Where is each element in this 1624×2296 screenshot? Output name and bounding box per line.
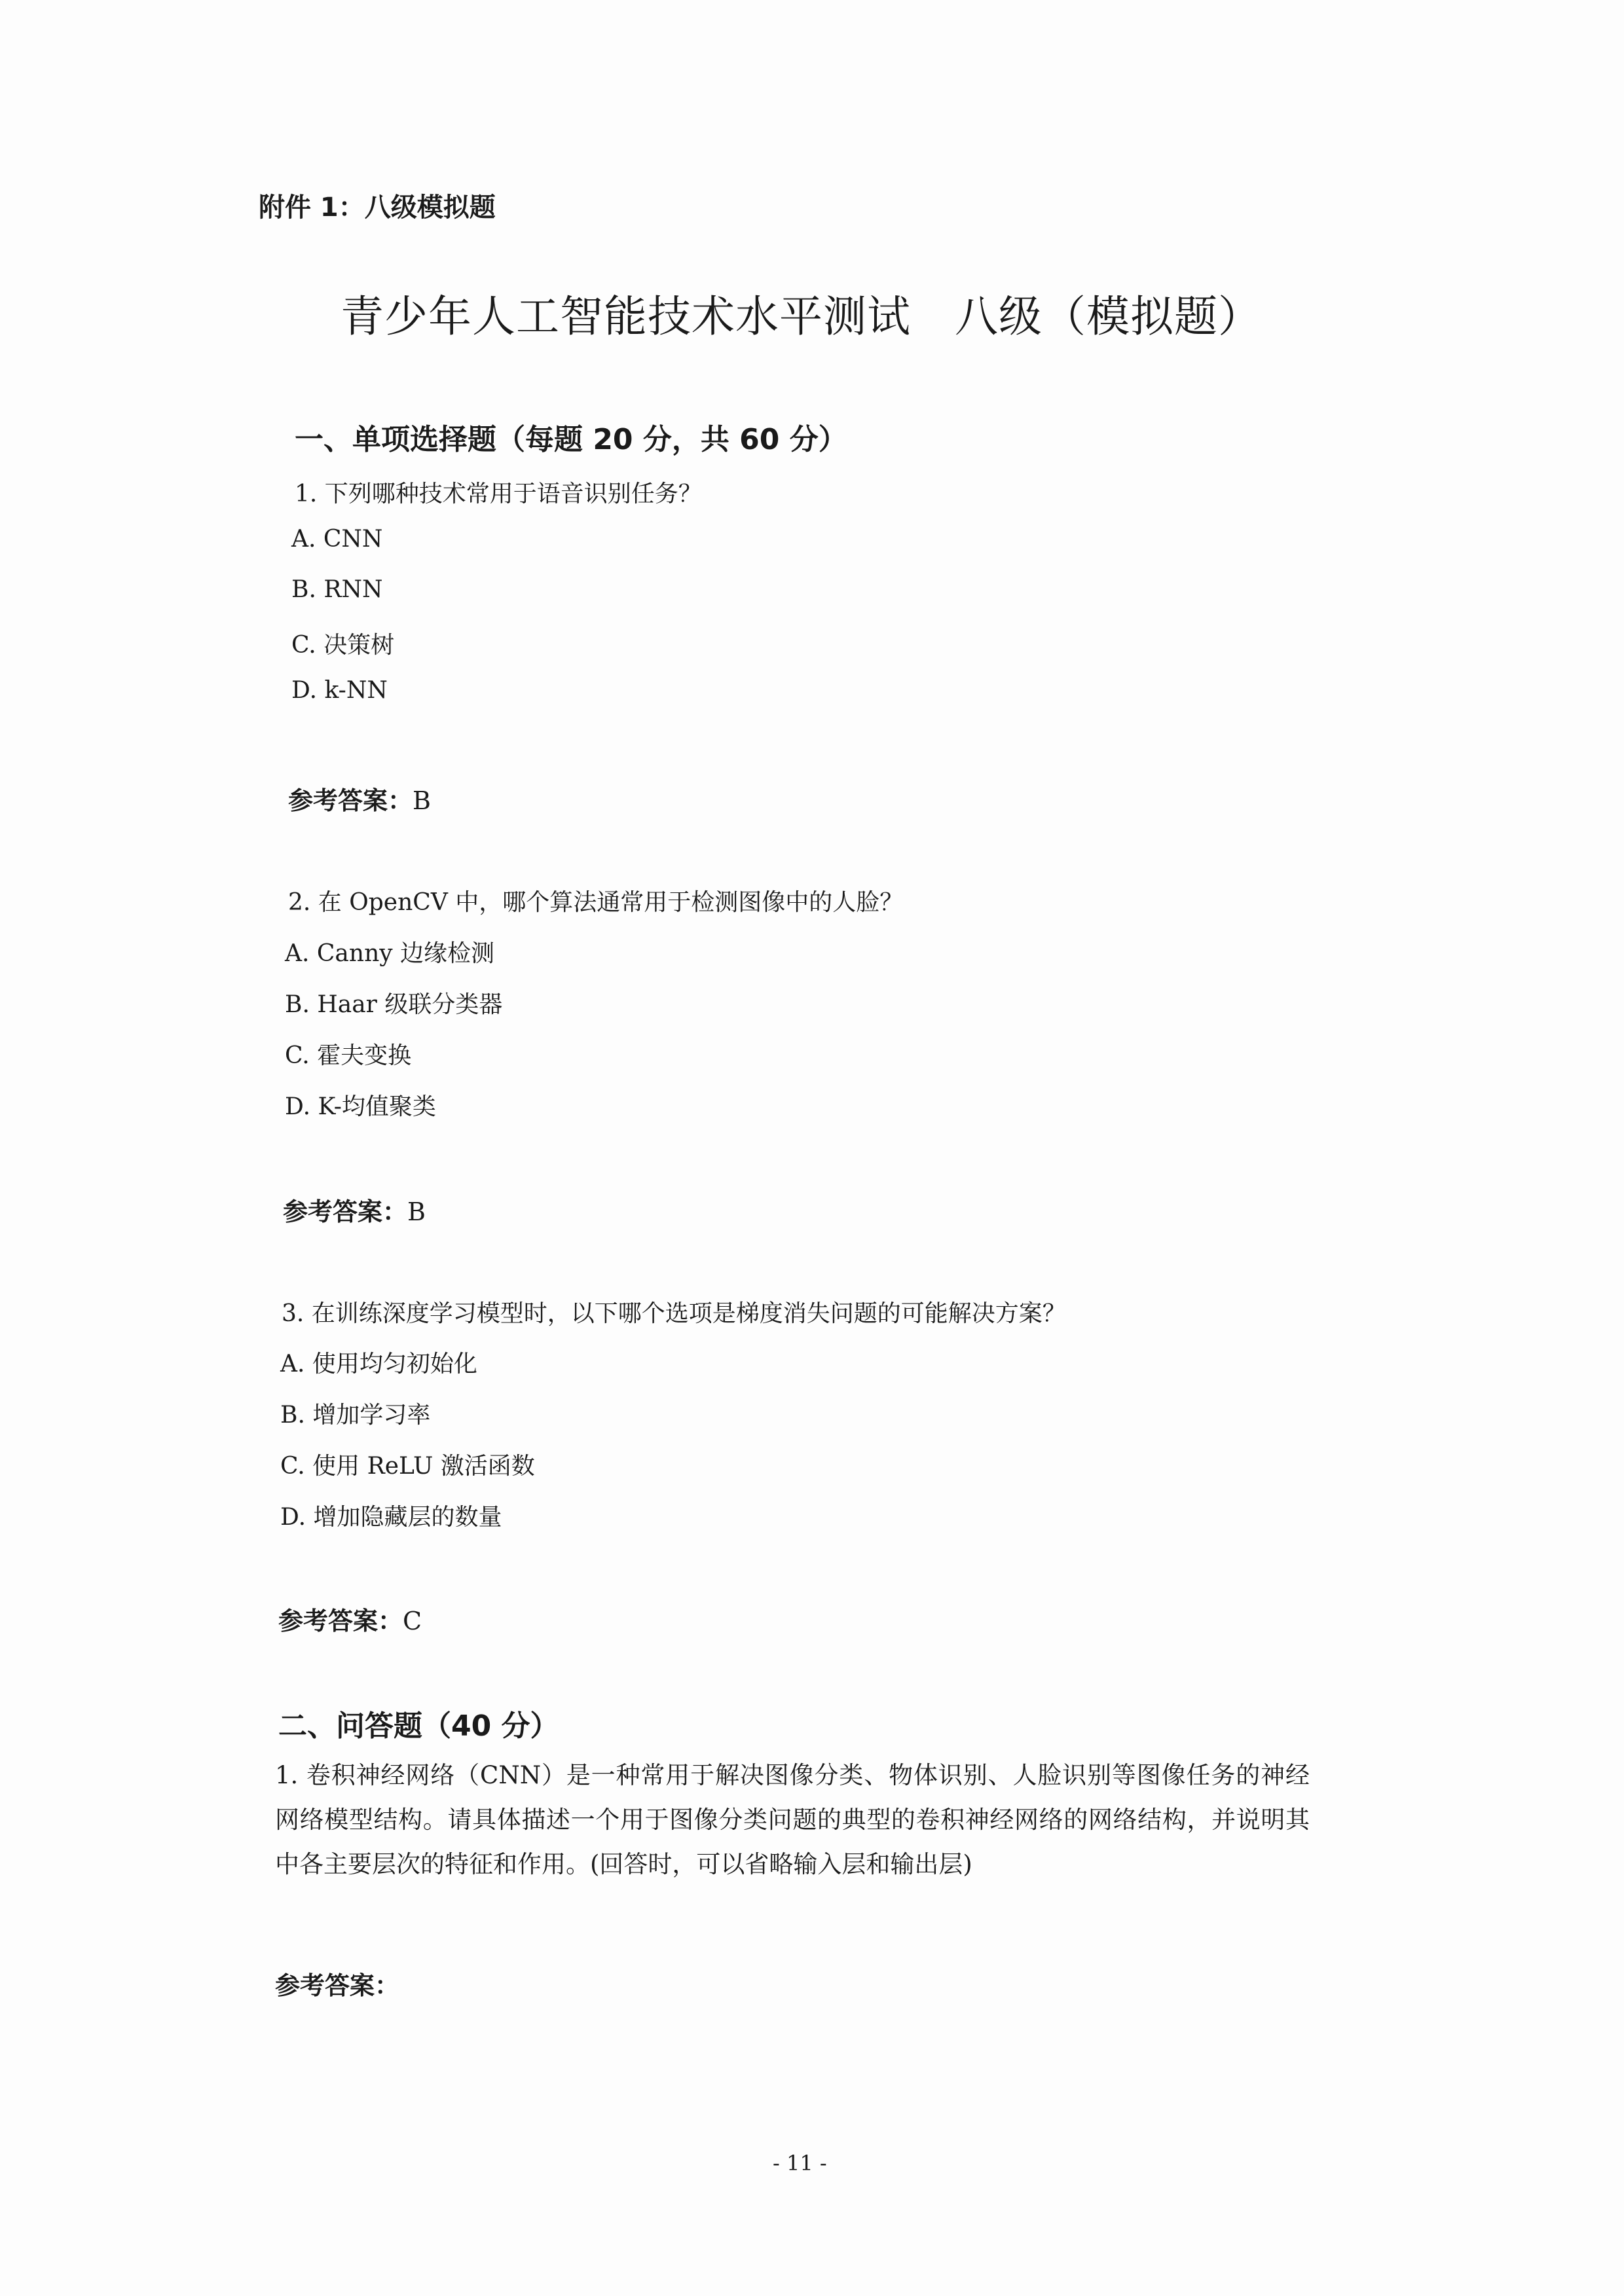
answer-value: B: [413, 786, 431, 815]
answer-label: 参考答案：: [278, 1607, 403, 1635]
option-a: A. Canny 边缘检测: [285, 940, 495, 967]
answer-label: 参考答案：: [288, 786, 413, 815]
qa-reference-answer-label: 参考答案：: [275, 1971, 400, 2000]
reference-answer: [283, 1192, 426, 1228]
answer-label: 参考答案：: [283, 1197, 408, 1226]
question-stem: 1. 下列哪种技术常用于语音识别任务？: [295, 481, 702, 507]
reference-answer: [288, 780, 431, 816]
option-a: A. CNN: [291, 526, 383, 553]
option-b: B. 增加学习率: [280, 1402, 431, 1429]
section-heading-qa: 二、问答题（40 分）: [278, 1709, 559, 1743]
answer-value: B: [407, 1197, 426, 1226]
page-number: - 11 -: [773, 2151, 827, 2176]
option-c: C. 决策树: [291, 632, 395, 659]
option-c: C. 霍夫变换: [285, 1042, 412, 1069]
attachment-label: 附件 1：八级模拟题: [259, 192, 496, 223]
question-stem: 3. 在训练深度学习模型时，以下哪个选项是梯度消失问题的可能解决方案？: [282, 1300, 1066, 1327]
reference-answer: [278, 1601, 422, 1637]
option-b: B. Haar 级联分类器: [285, 991, 503, 1018]
answer-value: C: [403, 1607, 422, 1635]
page-title: 青少年人工智能技术水平测试 八级（模拟题）: [341, 291, 1262, 342]
option-a: A. 使用均匀初始化: [280, 1351, 477, 1377]
option-b: B. RNN: [291, 576, 383, 603]
option-d: D. k-NN: [291, 677, 388, 704]
question-stem: 2. 在 OpenCV 中，哪个算法通常用于检测图像中的人脸？: [288, 889, 904, 916]
section-heading-single-choice: 一、单项选择题（每题 20 分，共 60 分）: [295, 423, 847, 456]
option-d: D. K-均值聚类: [285, 1093, 436, 1120]
option-c: C. 使用 ReLU 激活函数: [280, 1453, 535, 1480]
option-d: D. 增加隐藏层的数量: [280, 1504, 502, 1531]
qa-question-text: 1. 卷积神经网络（CNN）是一种常用于解决图像分类、物体识别、人脸识别等图像任务的神经网络模型结构。请具体描述一个用于图像分类问题的典型的卷积神经网络的网络结构，并说明其中各主要层次的特征和作用。(回答时，可以省略输入层和输出层): [275, 1761, 1310, 1878]
